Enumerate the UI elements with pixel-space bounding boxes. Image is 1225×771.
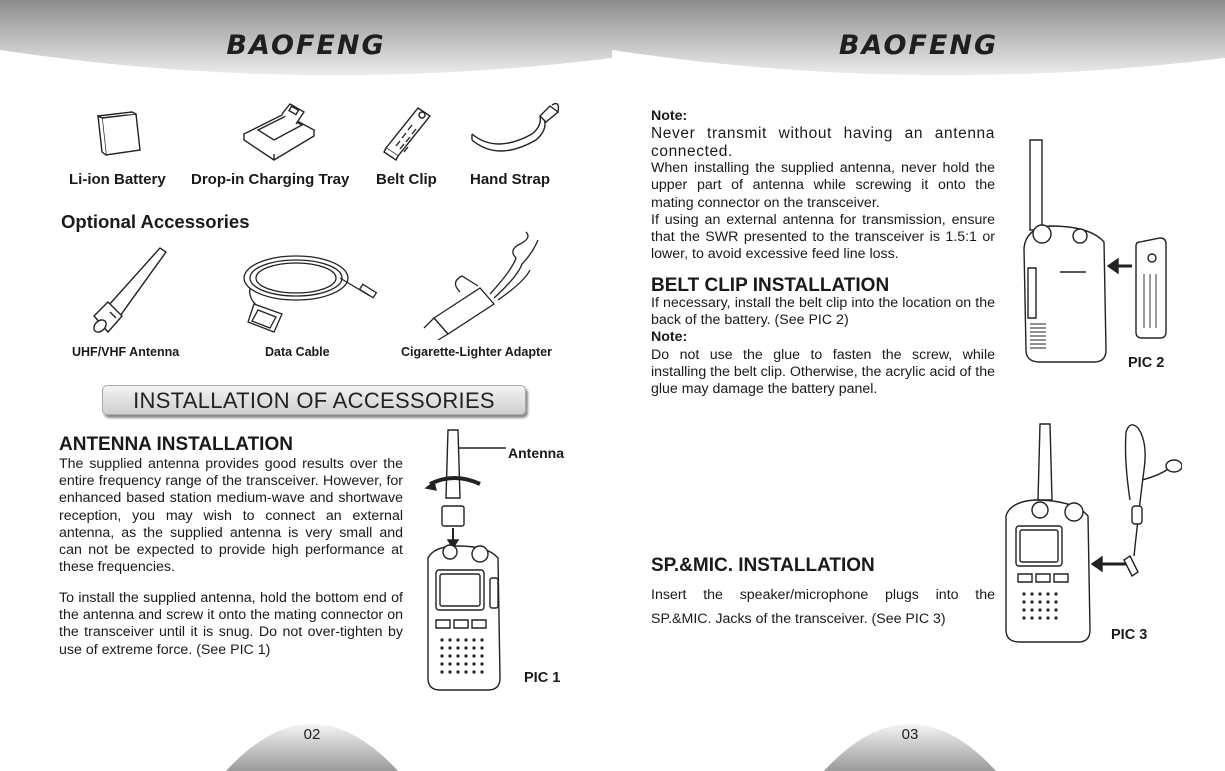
pic3-speaker-mic-illustration: [1002, 420, 1182, 646]
pic1-label: PIC 1: [524, 670, 561, 686]
antenna-installation-title: ANTENNA INSTALLATION: [59, 434, 293, 455]
accessory-label-battery: Li-ion Battery: [69, 171, 166, 188]
pic2-label: PIC 2: [1128, 355, 1165, 371]
belt-clip-installation-title: BELT CLIP INSTALLATION: [651, 275, 890, 296]
car-adapter-icon: [420, 230, 550, 340]
page-number-left: 02: [303, 726, 321, 743]
hand-strap-icon: [468, 100, 564, 160]
accessory-label-hand-strap: Hand Strap: [470, 171, 551, 188]
installation-banner: INSTALLATION OF ACCESSORIES: [102, 385, 526, 415]
battery-icon: [92, 110, 146, 160]
accessory-label-data-cable: Data Cable: [265, 345, 330, 359]
note-paragraph-3: If using an external antenna for transmission, ensure that the SWR presented to the transceiver is 1.5:1 or lower, to avoid excessive feed line loss.: [651, 211, 995, 263]
pic2-belt-clip-illustration: [1020, 138, 1180, 368]
page-number-right: 03: [901, 726, 919, 743]
accessory-label-antenna: UHF/VHF Antenna: [72, 345, 180, 359]
antenna-callout: Antenna: [508, 445, 564, 461]
spmic-installation-title: SP.&MIC. INSTALLATION: [651, 555, 875, 576]
brand-logo-right: BAOFENG: [838, 30, 999, 61]
pic1-radio-antenna-illustration: [418, 428, 518, 694]
accessory-label-belt-clip: Belt Clip: [376, 171, 437, 188]
antenna-paragraph-2: To install the supplied antenna, hold the bottom end of the antenna and screw it onto the mating connector on the transceiver until it is snug. Do not over-tighten by use of extreme force. (See PIC 1): [59, 590, 403, 658]
spmic-paragraph: Insert the speaker/microphone plugs into the SP.&MIC. Jacks of the transceiver. (See PIC 3): [651, 587, 995, 627]
belt-clip-note-paragraph: Do not use the glue to fasten the screw, while installing the belt clip. Otherwise, the acrylic acid of the glue may damage the battery panel.: [651, 346, 995, 398]
page-left: [0, 0, 612, 771]
pic3-label: PIC 3: [1111, 627, 1148, 643]
belt-clip-note-title: Note:: [651, 329, 688, 346]
note-title: Note:: [651, 108, 688, 124]
optional-accessories-title: Optional Accessories: [61, 211, 250, 232]
antenna-icon: [86, 246, 182, 338]
belt-clip-icon: [378, 102, 438, 162]
accessory-label-car-adapter: Cigarette-Lighter Adapter: [401, 345, 552, 359]
note-paragraph-2: When installing the supplied antenna, never hold the upper part of antenna while screwing it onto the mating connector on the transceiver.: [651, 160, 995, 211]
antenna-paragraph-1: The supplied antenna provides good results over the entire frequency range of the transceiver. However, for enhanced based station medium-wave and shortwave reception, you may wish to connect an external antenna, as the supplied antenna is very small and can not be expected to provide high performance at these frequencies.: [59, 456, 403, 576]
antenna-note-block: [651, 108, 995, 263]
brand-logo: BAOFENG: [226, 30, 386, 61]
belt-clip-block: [651, 295, 995, 398]
accessory-label-charging-tray: Drop-in Charging Tray: [191, 171, 350, 188]
data-cable-icon: [230, 248, 380, 338]
page-right: [612, 0, 1225, 771]
belt-clip-paragraph: If necessary, install the belt clip into the location on the back of the battery. (See PIC 2): [651, 295, 995, 329]
note-paragraph-1: Never transmit without having an antenna connected.: [651, 125, 995, 160]
charging-tray-icon: [238, 100, 318, 162]
